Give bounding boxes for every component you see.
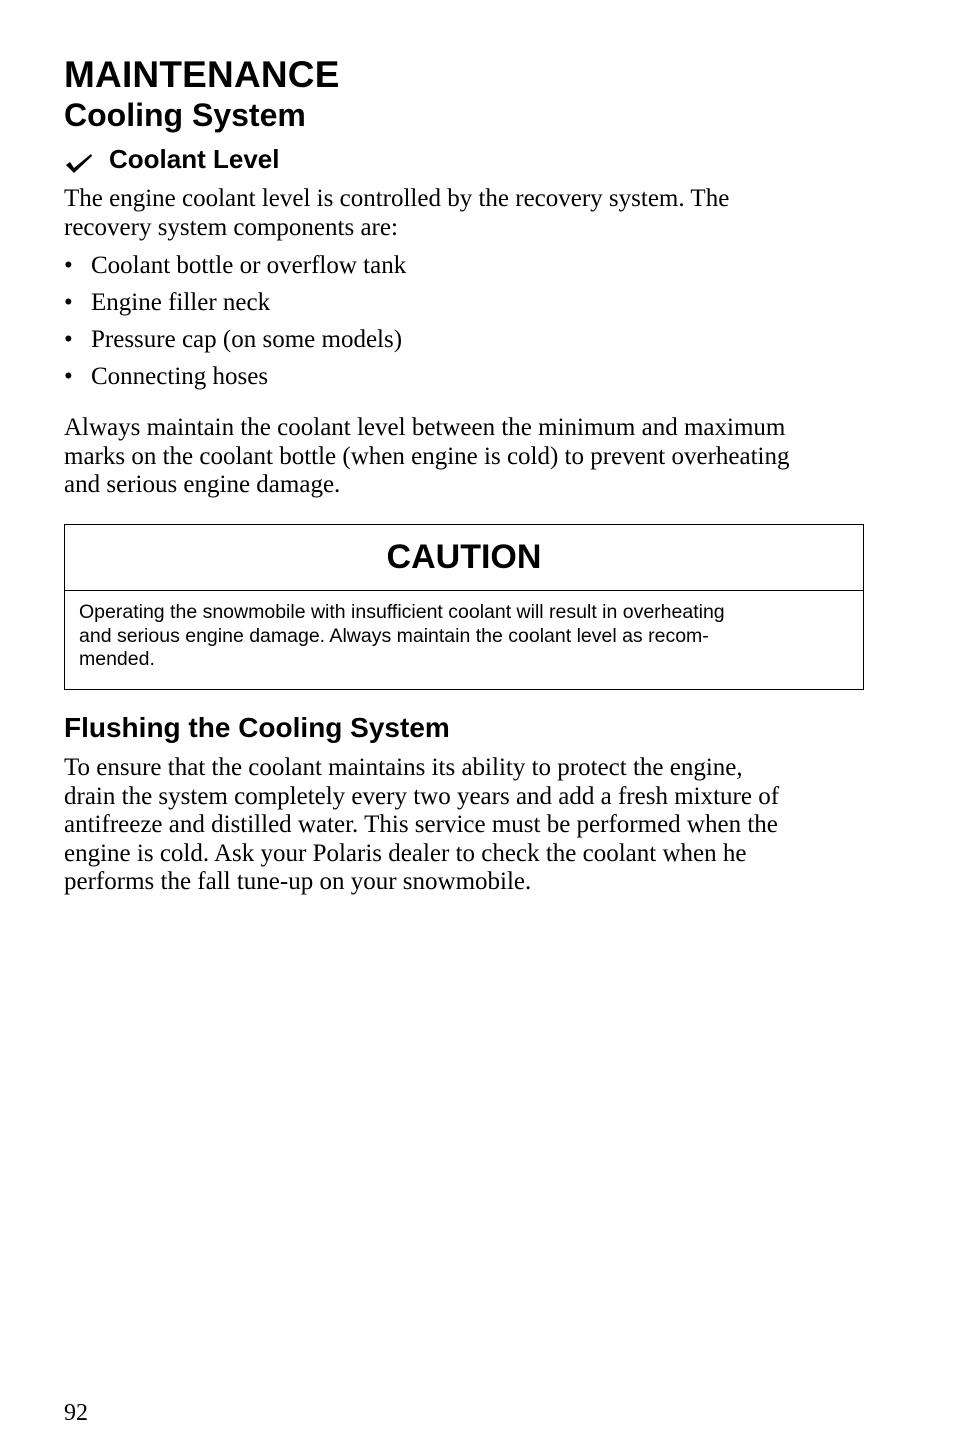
list-item <box>64 252 406 289</box>
recovery-components-list <box>64 252 406 400</box>
text-line: Operating the snowmobile with insufficient coolant will result in overheating <box>79 601 725 623</box>
bullet-icon: • <box>64 326 73 353</box>
list-item-text: Engine filler neck <box>91 289 271 316</box>
text-line: Always maintain the coolant level between the minimum and maximum <box>64 414 786 441</box>
caution-text <box>65 591 863 672</box>
bullet-icon: • <box>64 289 73 316</box>
list-item-text: Connecting hoses <box>91 363 269 390</box>
section-title: MAINTENANCE <box>64 54 340 95</box>
maintain-level-paragraph <box>64 414 864 500</box>
text-line: marks on the coolant bottle (when engine is cold) to prevent overheating <box>64 442 790 470</box>
list-item <box>64 363 406 400</box>
text-line: and serious engine damage. <box>64 471 341 498</box>
list-item-text: Coolant bottle or overflow tank <box>91 252 407 279</box>
caution-title: CAUTION <box>65 525 863 591</box>
checkmark-icon <box>64 148 94 170</box>
sub-title: Cooling System <box>64 97 306 133</box>
list-item <box>64 289 406 326</box>
coolant-intro-paragraph <box>64 185 864 242</box>
text-line: drain the system completely every two years and add a fresh mixture of <box>64 782 780 810</box>
text-line: The engine coolant level is controlled by the recovery system. The <box>64 185 730 212</box>
text-line: and serious engine damage. Always maintain the coolant level as recom- <box>79 624 709 647</box>
list-item-text: Pressure cap (on some models) <box>91 326 403 353</box>
text-line: To ensure that the coolant maintains its ability to protect the engine, <box>64 754 743 781</box>
page-number: 92 <box>64 1400 88 1426</box>
caution-box <box>64 524 864 690</box>
bullet-icon: • <box>64 363 73 390</box>
text-line: recovery system components are: <box>64 213 398 241</box>
flushing-heading: Flushing the Cooling System <box>64 712 450 743</box>
list-item <box>64 326 406 363</box>
coolant-level-heading <box>64 142 279 176</box>
text-line: performs the fall tune-up on your snowmobile. <box>64 868 532 895</box>
text-line: engine is cold. Ask your Polaris dealer to check the coolant when he <box>64 839 747 867</box>
flushing-paragraph <box>64 754 864 897</box>
bullet-icon: • <box>64 252 73 279</box>
text-line: mended. <box>79 648 155 670</box>
text-line: antifreeze and distilled water. This service must be performed when the <box>64 811 778 838</box>
coolant-level-heading-text: Coolant Level <box>109 144 280 174</box>
